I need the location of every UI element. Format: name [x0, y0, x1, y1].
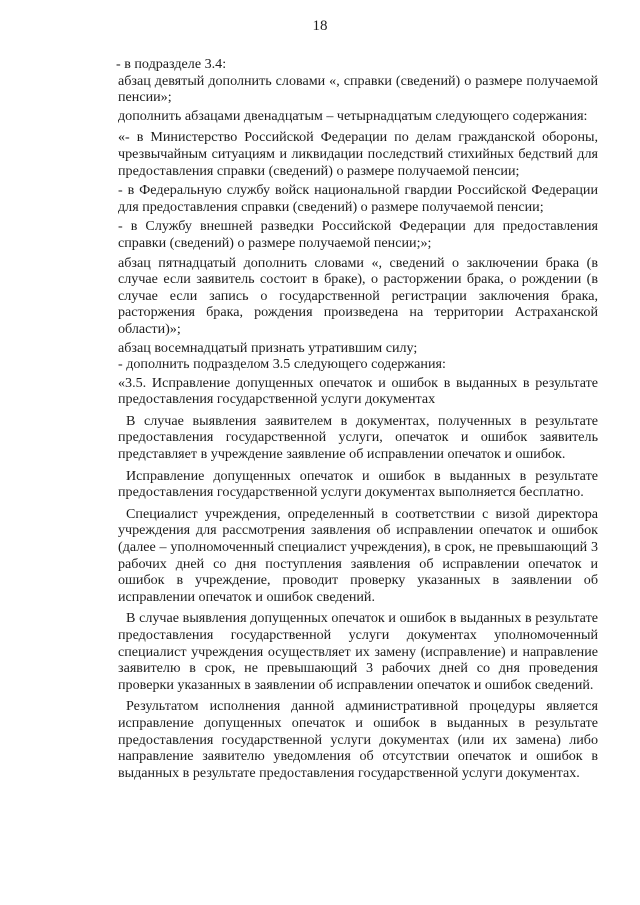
paragraph-3-5-heading: «3.5. Исправление допущенных опечаток и ошибок в выданных в результате предоставления государственной услуги документах	[118, 374, 598, 408]
paragraph-fifteenth-abzac: абзац пятнадцатый дополнить словами «, сведений о заключении брака (в случае если заявитель состоит в браке), о расторжении брака, о рождении (в случае если запись о государственной регистрации заключения брака, расторжения брака, рождения произведена на территории Астраханской области)»;	[118, 254, 598, 337]
paragraph-add-subsection-3-5: - дополнить подразделом 3.5 следующего содержания:	[118, 356, 446, 373]
paragraph-eighteenth-abzac: абзац восемнадцатый признать утратившим силу;	[118, 339, 418, 356]
paragraph-replacement: В случае выявления допущенных опечаток и ошибок в выданных в результате предоставления государственной услуги документах уполномоченный специалист учреждения осуществляет их замену (исправление) и направление заявителю в срок, не превышающий 3 рабочих дней со дня проведения проверки указанных в заявлении об исправлении опечаток и ошибок сведений.	[118, 610, 598, 693]
paragraph-ninth-abzac: абзац девятый дополнить словами «, справки (сведений) о размере получаемой пенсии»;	[118, 72, 598, 106]
paragraph-specialist-check: Специалист учреждения, определенный в соответствии с визой директора учреждения для рассмотрения заявления об исправлении опечаток и ошибок (далее – уполномоченный специалист учреждения), в срок, не превышающий 3 рабочих дней со дня поступления заявления об исправлении опечаток и ошибок в учреждение, проводит проверку указанных в заявлении об исправлении опечаток и ошибок сведений.	[118, 505, 598, 605]
paragraph-free-correction: Исправление допущенных опечаток и ошибок в выданных в результате предоставления государственной услуги документах выполняется бесплатно.	[118, 467, 598, 501]
page-number: 18	[312, 18, 328, 34]
paragraph-applicant-detects: В случае выявления заявителем в документах, полученных в результате предоставления государственной услуги, опечаток и ошибок заявитель представляет в учреждение заявление об исправлении опечаток и ошибок.	[118, 412, 598, 463]
paragraph-mchs: «- в Министерство Российской Федерации по делам гражданской обороны, чрезвычайным ситуациям и ликвидации последствий стихийных бедствий для предоставления справки (сведений) о размере получаемой пенсии;	[118, 129, 598, 179]
paragraph-svr: - в Службу внешней разведки Российской Федерации для предоставления справки (сведений) о размере получаемой пенсии;»;	[118, 218, 598, 251]
paragraph-rosgvardia: - в Федеральную службу войск национальной гвардии Российской Федерации для предоставления справки (сведений) о размере получаемой пенсии;	[118, 182, 598, 215]
paragraph-result: Результатом исполнения данной административной процедуры является исправление допущенных опечаток и ошибок в выданных в результате предоставления государственной услуги документах (или их замена) либо направление заявителю уведомления об отсутствии опечаток и ошибок в выданных в результате предоставления государственной услуги документах.	[118, 698, 598, 781]
paragraph-add-abzacs: дополнить абзацами двенадцатым – четырнадцатым следующего содержания:	[118, 107, 588, 124]
document-body	[118, 56, 598, 781]
paragraph-subsection-3-4: - в подразделе 3.4:	[116, 56, 227, 72]
